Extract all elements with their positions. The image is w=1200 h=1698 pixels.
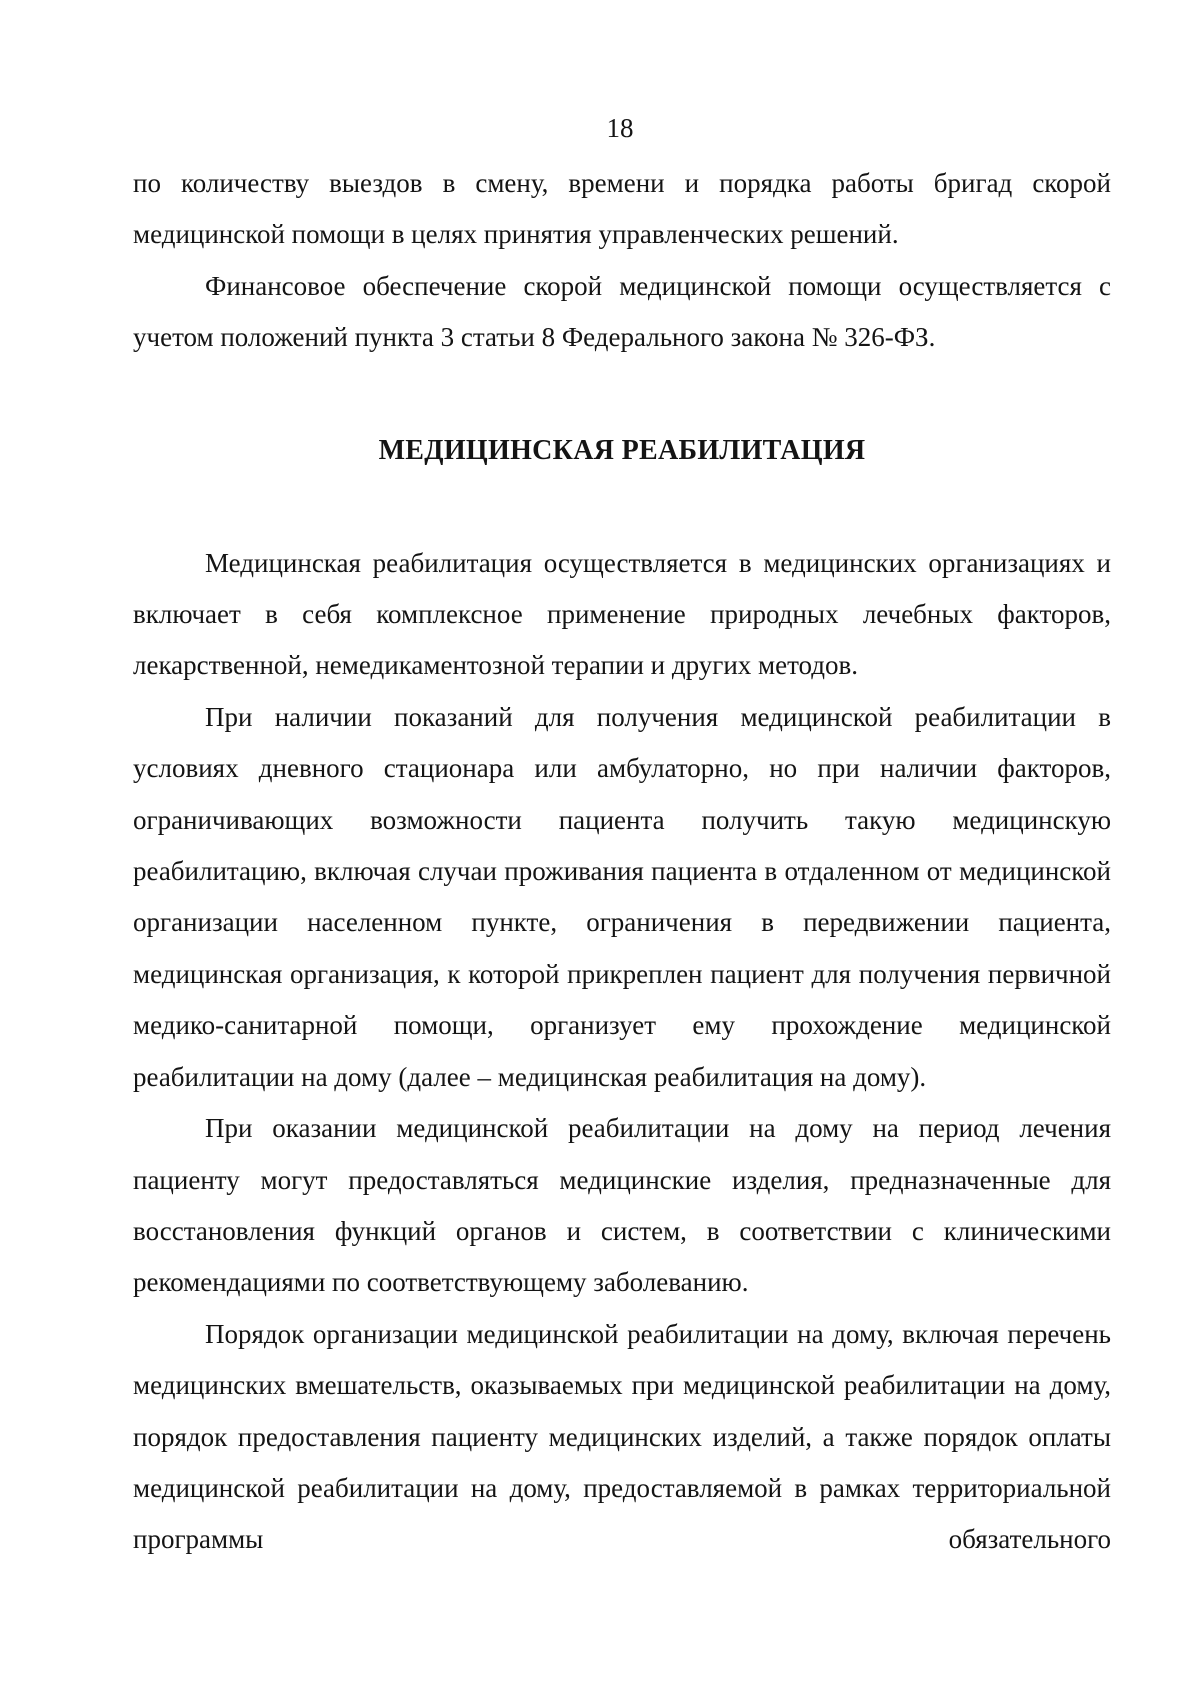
paragraph-medical-devices: При оказании медицинской реабилитации на дому на период лечения пациенту могут предоставляться медицинские изделия, предназначенные для восстановления функций органов и систем, в соответствии с клиническими рекомендациями по соответствующему заболеванию.	[133, 1113, 1111, 1298]
section-heading: МЕДИЦИНСКАЯ РЕАБИЛИТАЦИЯ	[378, 434, 866, 466]
paragraph-rehab-definition: Медицинская реабилитация осуществляется в медицинских организациях и включает в себя комплексное применение природных лечебных факторов, лекарственной, немедикаментозной терапии и других методов.	[133, 547, 1111, 681]
paragraph-continuation: по количеству выездов в смену, времени и порядка работы бригад скорой медицинской помощи в целях принятия управленческих решений.	[133, 168, 1111, 250]
page-number: 18	[606, 113, 634, 143]
paragraph-rehab-at-home: При наличии показаний для получения медицинской реабилитации в условиях дневного стационара или амбулаторно, но при наличии факторов, ограничивающих возможности пациента получить такую медицинскую реабилитацию, включая случаи проживания пациента в отдаленном от медицинской организации населенном пункте, ограничения в передвижении пациента, медицинская организация, к которой прикреплен пациент для получения первичной медико-санитарной помощи, организует ему прохождение медицинской реабилитации на дому (далее – медицинская реабилитация на дому).	[133, 701, 1111, 1092]
paragraph-financing: Финансовое обеспечение скорой медицинской помощи осуществляется с учетом положений пункта 3 статьи 8 Федерального закона № 326-ФЗ.	[133, 270, 1111, 353]
paragraph-rehab-procedure: Порядок организации медицинской реабилитации на дому, включая перечень медицинских вмешательств, оказываемых при медицинской реабилитации на дому, порядок предоставления пациенту медицинских изделий, а также порядок оплаты медицинской реабилитации на дому, предоставляемой в рамках территориальной программы обязательного	[133, 1318, 1111, 1555]
document-body	[133, 158, 1111, 1566]
